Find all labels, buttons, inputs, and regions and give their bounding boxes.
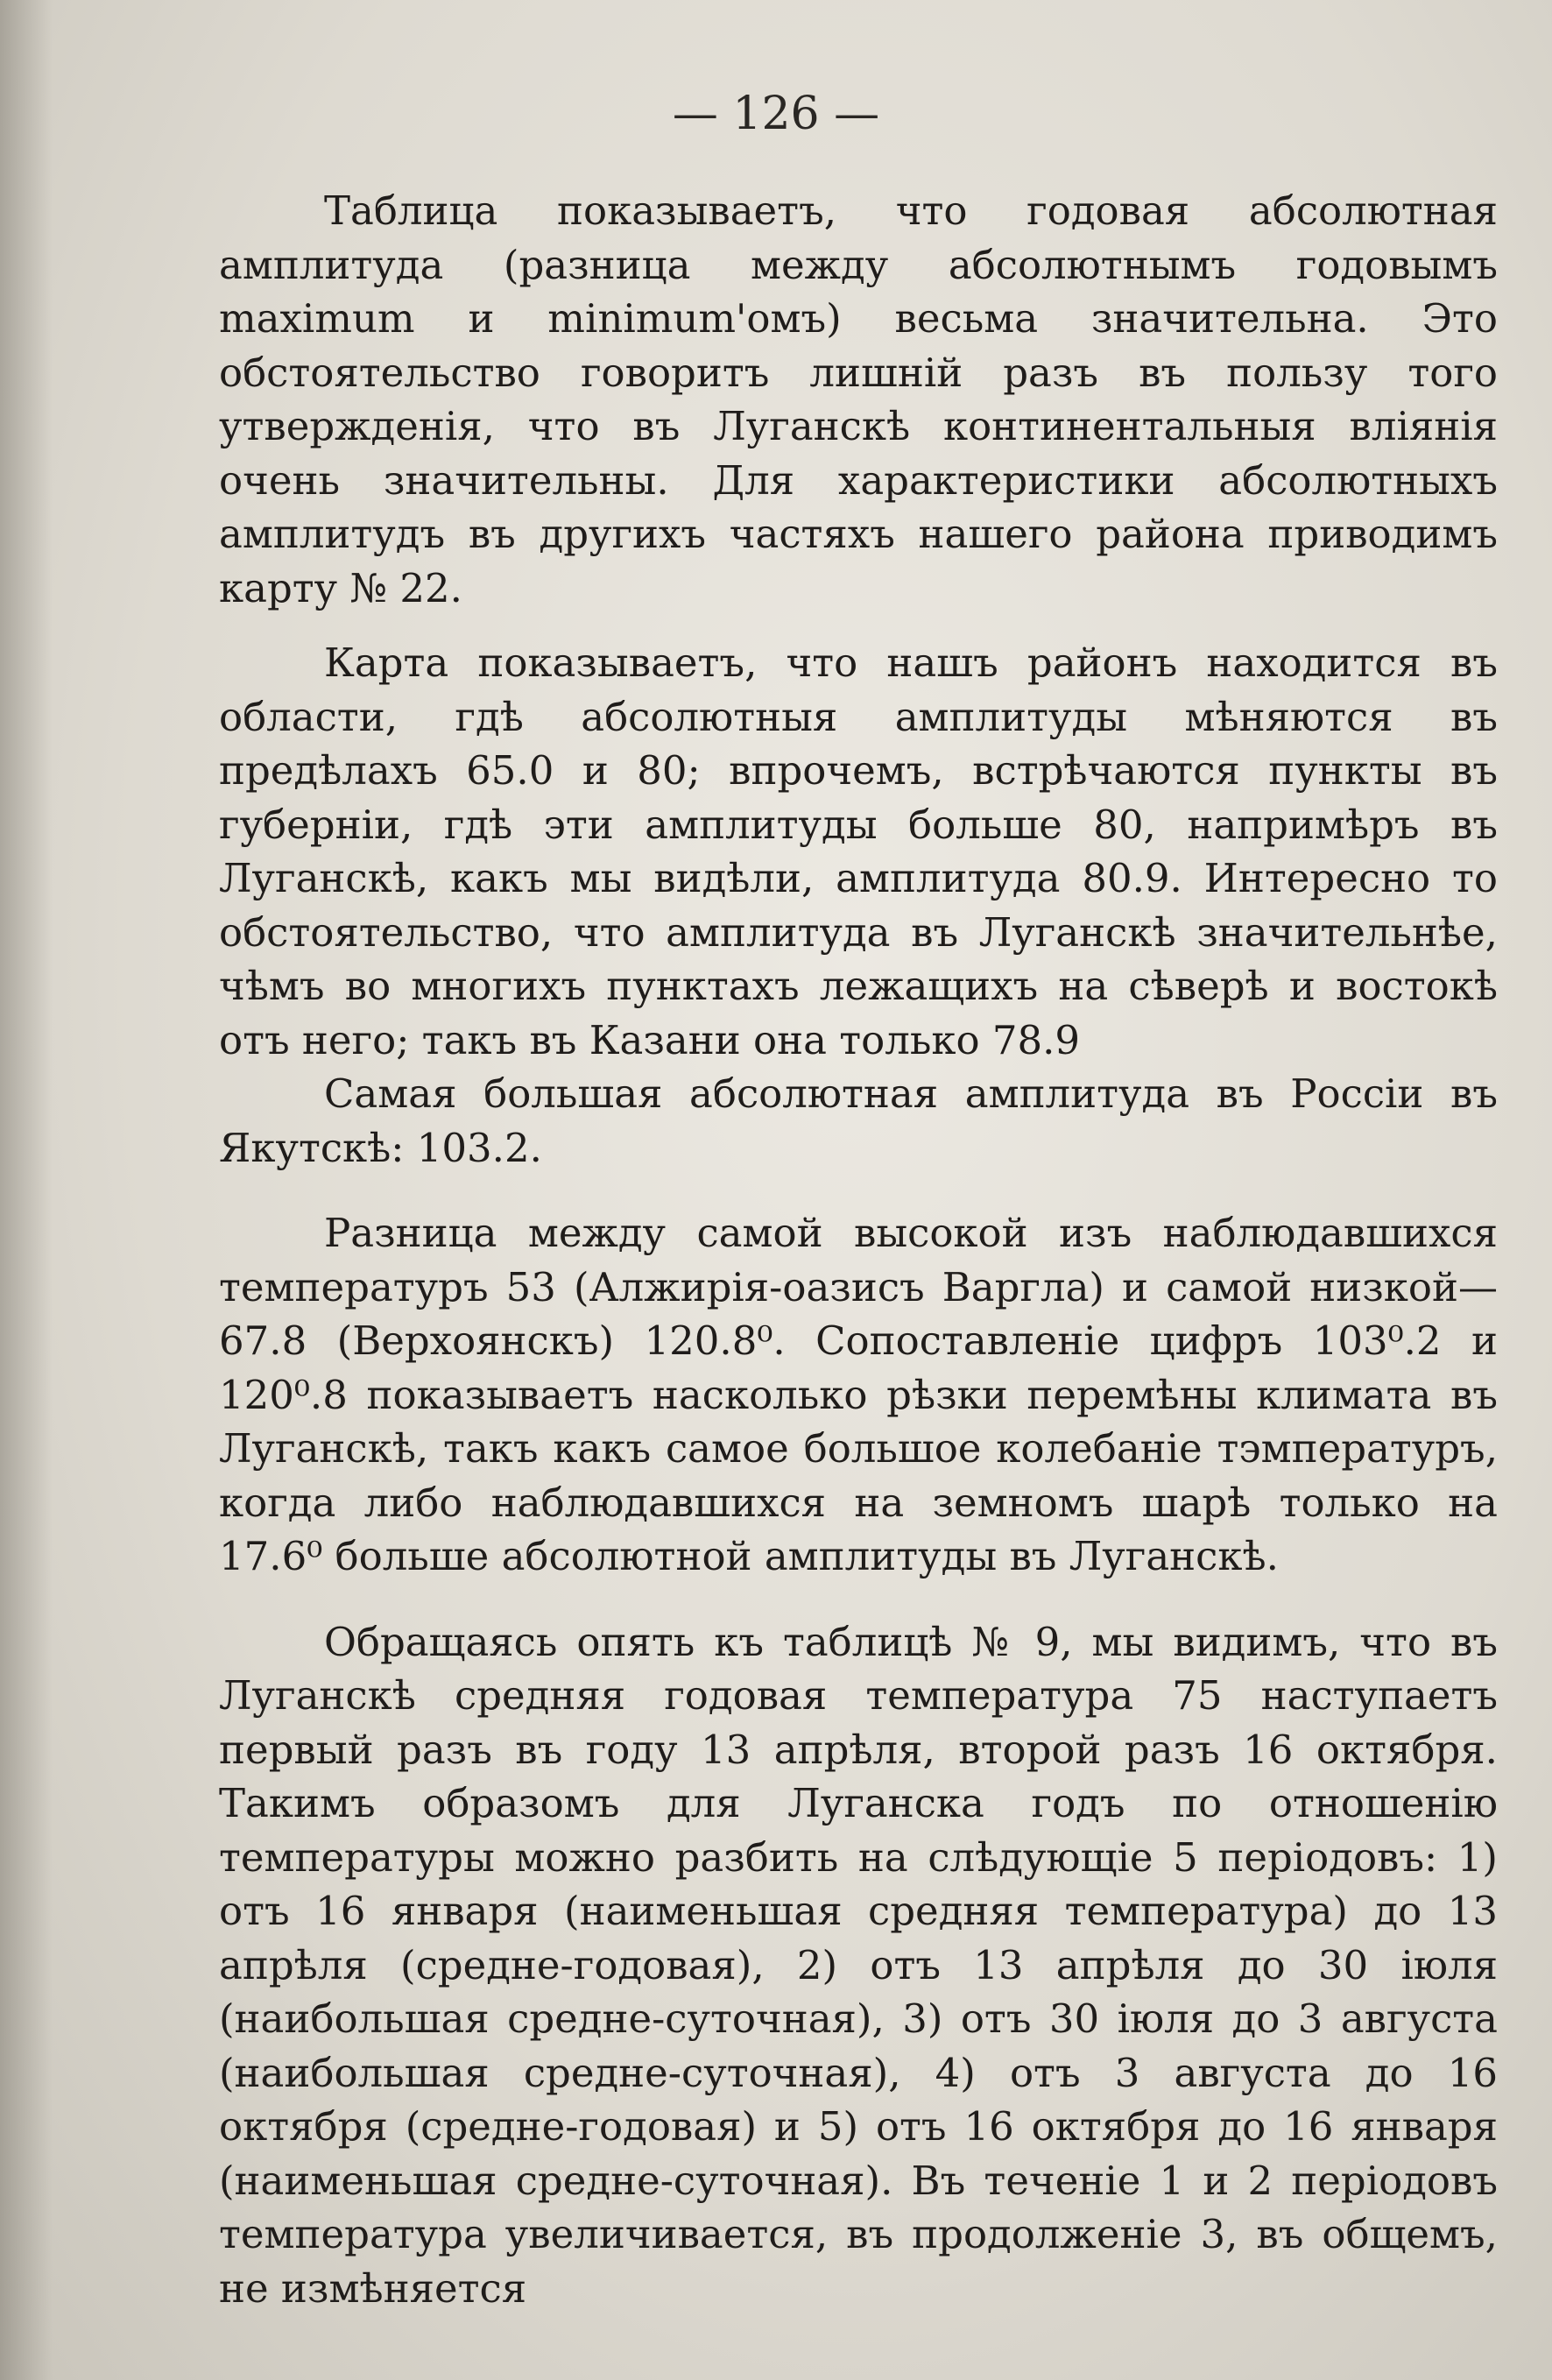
paragraph-5: Обращаясь опять къ таблицѣ № 9, мы видимъ, что въ Луганскѣ средняя годовая температура 75 наступаетъ первый разъ въ году 13 апрѣля, второй разъ 16 октября. Такимъ образомъ для Луганска годъ по отношенію температуры можно разбить на слѣдующіе 5 періодовъ: 1) отъ 16 января (наименьшая средняя температура) до 13 апрѣля (средне-годовая), 2) отъ 13 апрѣля до 30 іюля (наибольшая средне-суточная), 3) отъ 30 іюля до 3 августа (наибольшая средне-суточная), 4) отъ 3 августа до 16 октября (средне-годовая) и 5) отъ 16 октября до 16 января (наименьшая средне-суточная). Въ теченіе 1 и 2 періодовъ температура увеличивается, въ продолженіе 3, въ общемъ, не измѣняется <box>219 1618 1498 2312</box>
paragraph-2: Карта показываетъ, что нашъ районъ находится въ области, гдѣ абсолютныя амплитуды мѣняются въ предѣлахъ 65.0 и 80; впрочемъ, встрѣчаются пункты въ губерніи, гдѣ эти амплитуды больше 80, напримѣръ въ Луганскѣ, какъ мы видѣли, амплитуда 80.9. Интересно то обстоятельство, что амплитуда въ Луганскѣ значительнѣе, чѣмъ во многихъ пунктахъ лежащихъ на сѣверѣ и востокѣ отъ него; такъ въ Казани она только 78.9 <box>219 639 1498 1063</box>
page-body <box>219 184 1498 2315</box>
paragraph-1: Таблица показываетъ, что годовая абсолютная амплитуда (разница между абсолютнымъ годовымъ maximum и minimum'омъ) весьма значительна. Это обстоятельство говоритъ лишній разъ въ пользу того утвержденія, что въ Луганскѣ континентальныя вліянія очень значительны. Для характеристики абсолютныхъ амплитудъ въ другихъ частяхъ нашего района приводимъ карту № 22. <box>219 187 1498 611</box>
page-number: — 126 — <box>672 88 880 140</box>
paragraph-4: Разница между самой высокой изъ наблюдавшихся температуръ 53 (Алжирія-оазисъ Варгла) и самой низкой— 67.8 (Верхоянскъ) 120.8⁰. Сопоставленіе цифръ 103⁰.2 и 120⁰.8 показываетъ насколько рѣзки перемѣны климата въ Луганскѣ, такъ какъ самое большое колебаніе тэмпературъ, когда либо наблюдавшихся на земномъ шарѣ только на 17.6⁰ больше абсолютной амплитуды въ Луганскѣ. <box>219 1210 1498 1579</box>
paragraph-3: Самая большая абсолютная амплитуда въ Россіи въ Якутскѣ: 103.2. <box>219 1070 1498 1171</box>
page-gutter-shadow <box>0 0 53 2380</box>
